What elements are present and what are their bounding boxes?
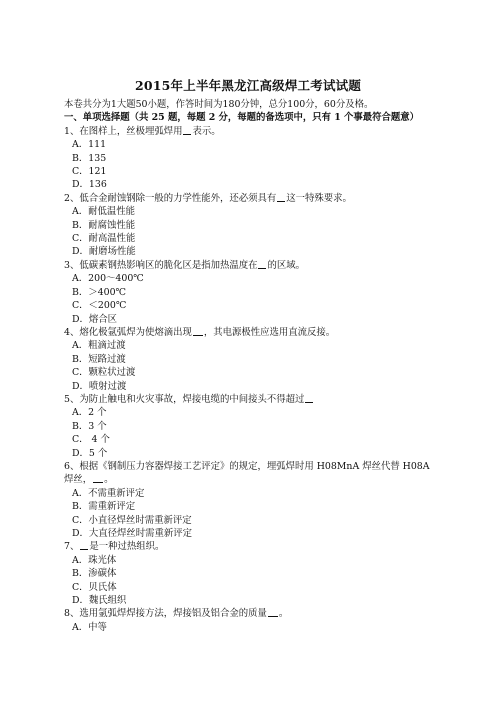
option: B．3 个: [72, 420, 107, 432]
question-text: 表示。: [192, 125, 221, 137]
option: A．111: [72, 139, 107, 151]
option: C．贝氏体: [72, 581, 117, 593]
question-text: 5、为防止触电和火灾事故，焊接电缆的中间接头不得超过: [64, 393, 305, 405]
option: B．耐腐蚀性能: [72, 219, 136, 231]
option: C．121: [72, 166, 107, 178]
answer-blank: [80, 540, 88, 550]
question-stem: [64, 192, 438, 205]
option: B．短路过渡: [72, 353, 126, 365]
option: D．耐磨场性能: [72, 246, 136, 258]
question-text: 1、在图样上，丝极埋弧焊用: [64, 125, 183, 137]
question-text: 。: [104, 474, 114, 486]
option: C．小直径焊丝时需重新评定: [72, 514, 192, 526]
question-stem: [64, 259, 438, 272]
option: A．耐低温性能: [72, 206, 136, 218]
option: D．熔合区: [72, 313, 118, 325]
document-title: 2015年上半年黑龙江高级焊工考试试题: [134, 78, 362, 93]
option: C．＜200℃: [72, 300, 127, 312]
answer-blank: [305, 393, 313, 403]
question-text: 。: [278, 608, 289, 620]
option: A．珠光体: [72, 554, 117, 566]
option: B．＞400℃: [72, 286, 127, 298]
question-text: 6、根据《钢制压力容器焊接工艺评定》的规定，埋弧焊时用 H08MnA 焊丝代替 H08A 焊丝，: [64, 460, 430, 486]
option: C．耐高温性能: [72, 233, 136, 245]
option: C．颗粒状过渡: [72, 367, 136, 379]
question-text: 这一特殊要求。: [286, 192, 352, 204]
question-stem: [64, 460, 438, 487]
question-text: 8、选用氩弧焊焊接方法，焊接铝及铝合金的质量: [64, 608, 267, 620]
option: B．需重新评定: [72, 501, 136, 513]
option: D．魏氏组织: [72, 595, 127, 607]
question-stem: [64, 540, 438, 553]
answer-blank: [183, 125, 191, 135]
document-body: [64, 98, 438, 634]
option: D．5 个: [72, 447, 108, 459]
option: B．135: [72, 152, 107, 164]
question-text: 的区域。: [267, 259, 305, 271]
question-text: 4、熔化极氩弧焊为使熔滴出现: [64, 326, 192, 338]
answer-blank: [268, 607, 278, 617]
option: A．200～400℃: [72, 273, 144, 285]
question-text: 是一种过热组织。: [89, 541, 165, 553]
answer-blank: [93, 473, 103, 483]
answer-blank: [193, 326, 203, 336]
option: D．喷射过渡: [72, 380, 127, 392]
answer-blank: [277, 192, 285, 202]
question-stem: [64, 326, 438, 339]
option: C． 4 个: [72, 434, 110, 446]
question-stem: [64, 125, 438, 138]
option: A．2 个: [72, 407, 107, 419]
question-text: 7、: [64, 541, 80, 553]
answer-blank: [258, 259, 266, 269]
option: A．不需重新评定: [72, 487, 145, 499]
option: D．大直径焊丝时需重新评定: [72, 528, 193, 539]
question-text: 2、低合金耐蚀钢除一般的力学性能外，还必须具有: [64, 192, 277, 204]
option: A．中等: [72, 621, 107, 633]
option: D．136: [72, 179, 107, 191]
option: B．渗碳体: [72, 568, 117, 580]
option: A．粗滴过渡: [72, 340, 126, 352]
question-text: ，其电源极性应选用直流反接。: [203, 326, 336, 338]
question-stem: [64, 393, 438, 406]
section-heading: 一、单项选择题（共 25 题，每题 2 分，每题的备选项中，只有 1 个事最符合题意）: [64, 112, 420, 124]
question-stem: [64, 607, 438, 620]
question-text: 3、低碳素钢热影响区的脆化区是指加热温度在: [64, 259, 258, 271]
exam-intro: 本卷共分为1大题50小题，作答时间为180分钟，总分100分，60分及格。: [64, 99, 374, 110]
